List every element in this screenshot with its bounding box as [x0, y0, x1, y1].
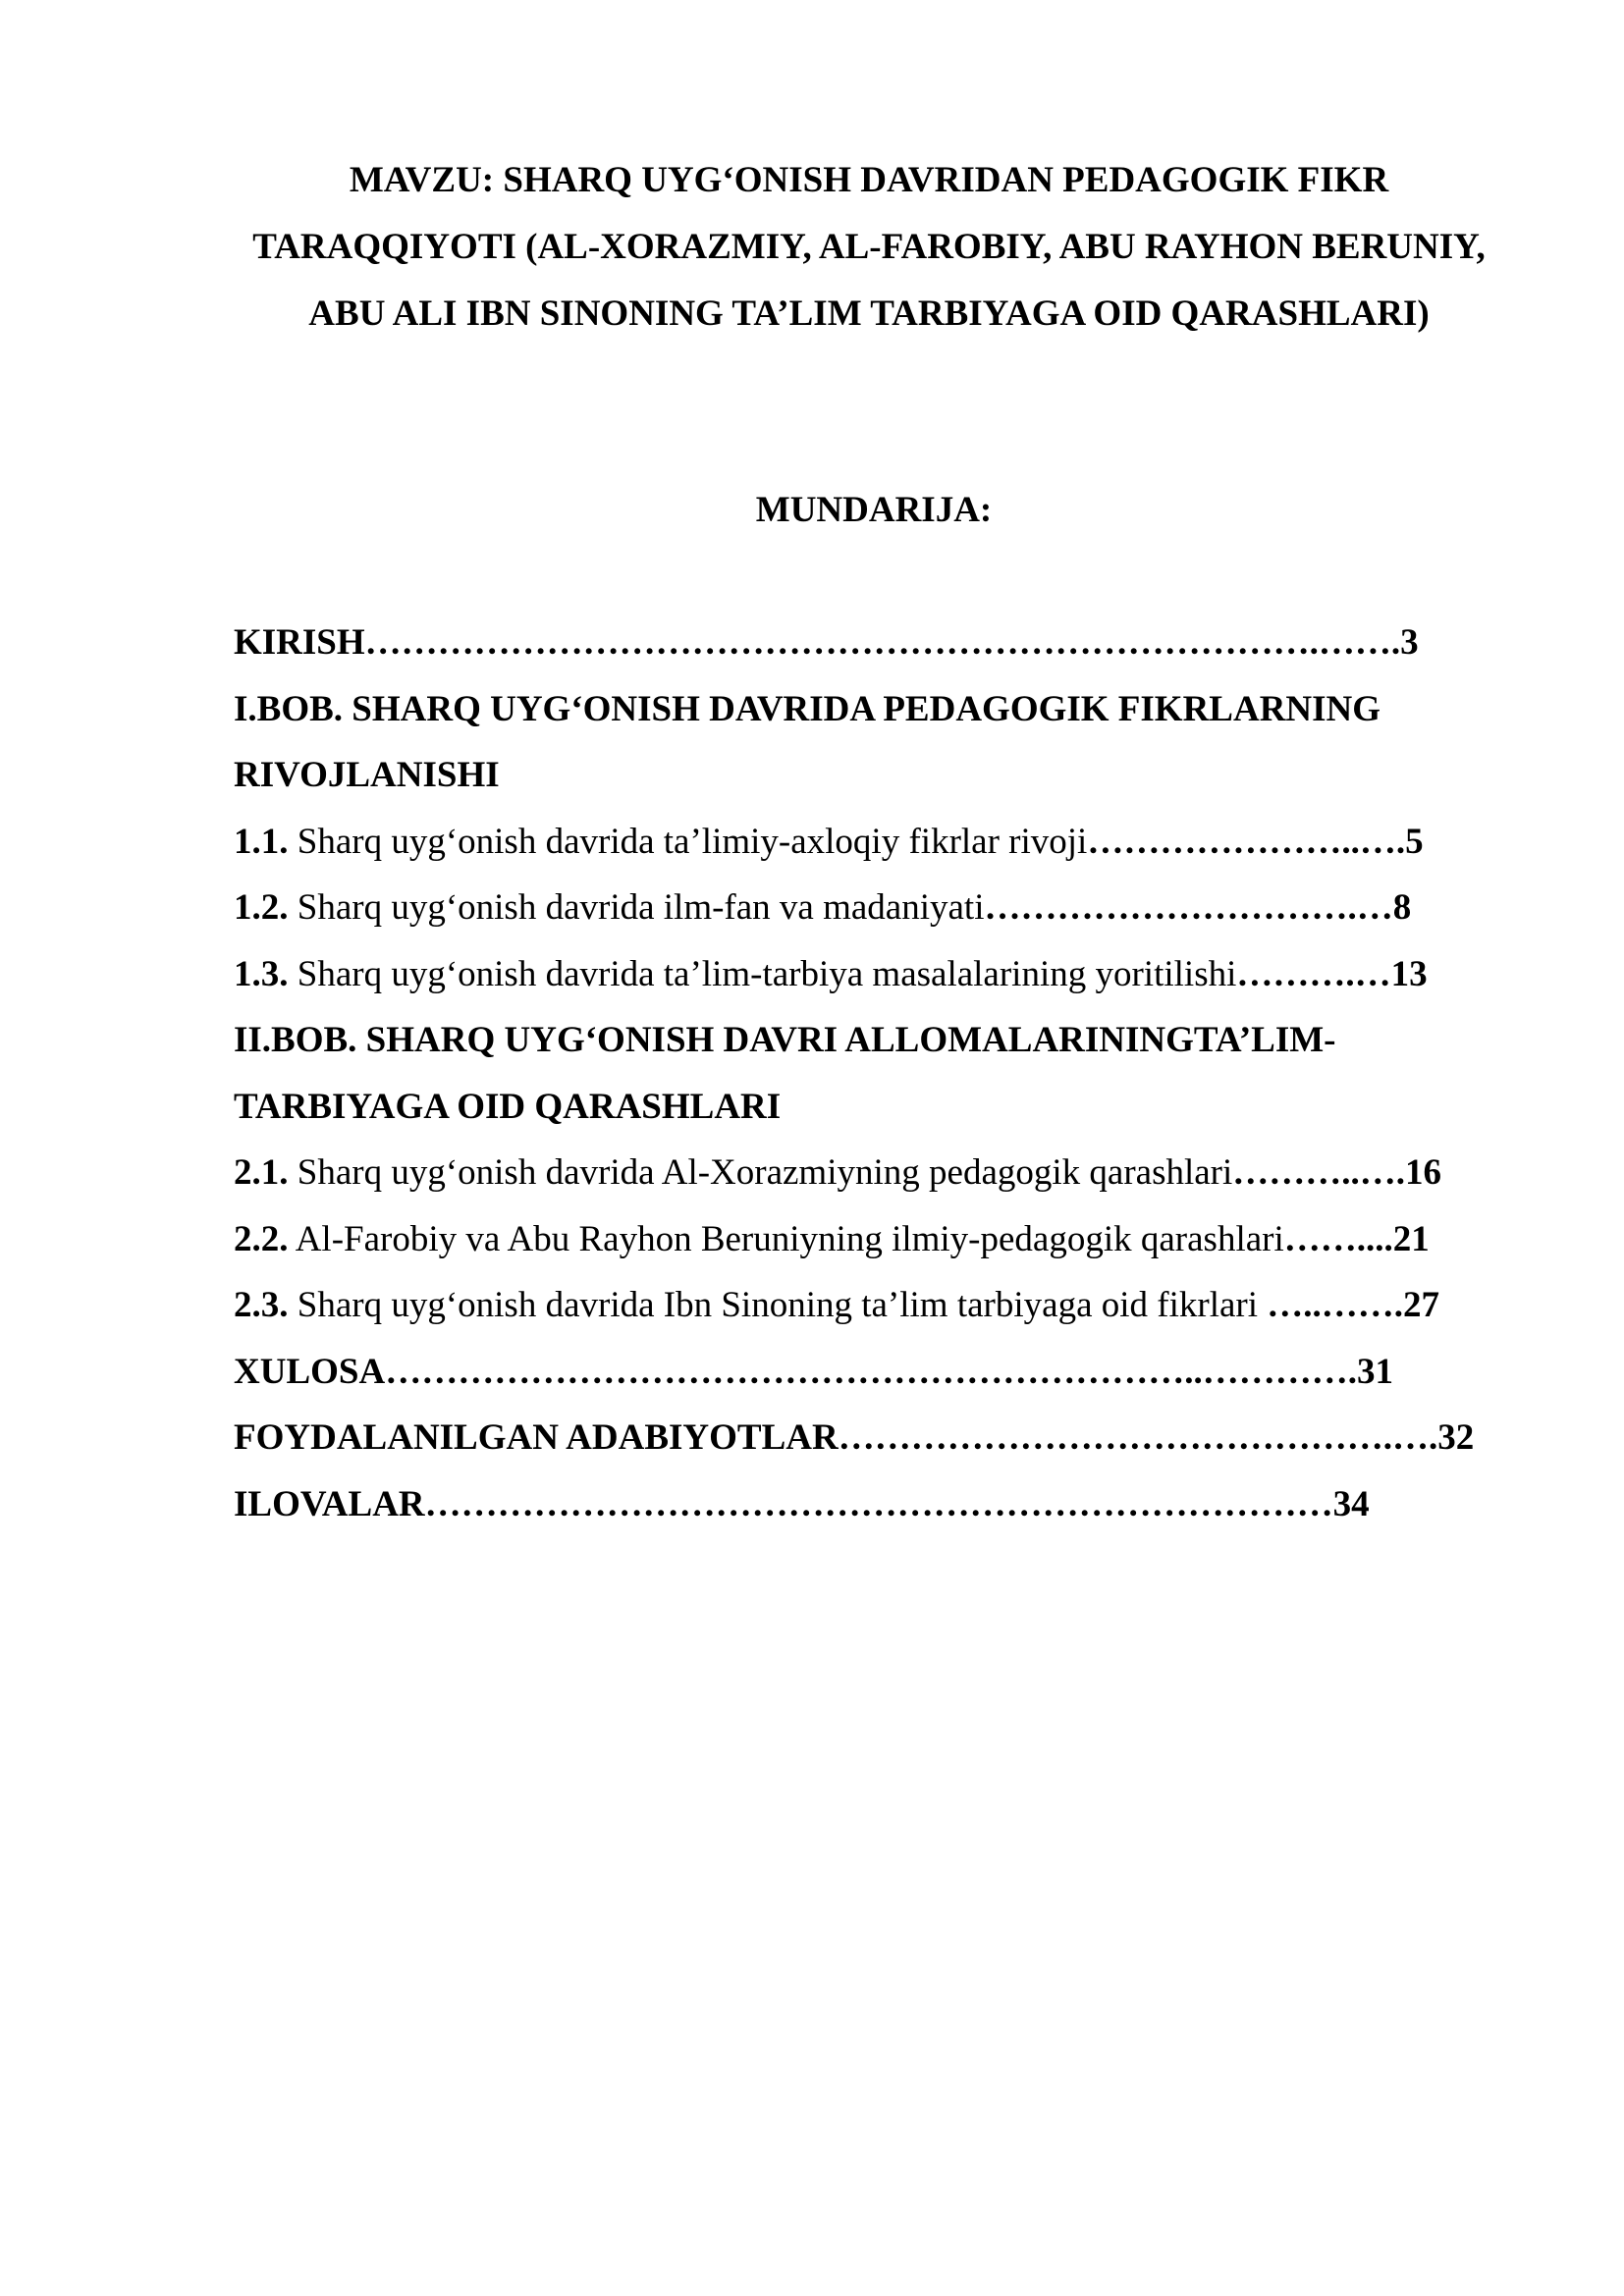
toc-page-number: .32 — [1428, 1417, 1475, 1458]
table-of-contents — [234, 610, 1530, 1537]
toc-section-title: Sharq uyg‘onish davrida Al-Xorazmiyning pedagogik qarashlari — [288, 1152, 1233, 1193]
toc-section-number: 2.1. — [234, 1152, 289, 1193]
toc-leader-dots: ……………………………………….… — [838, 1417, 1429, 1458]
toc-page-number: 21 — [1392, 1218, 1430, 1259]
toc-section-number: 2.3. — [234, 1285, 289, 1325]
toc-section-number: 2.2. — [234, 1218, 289, 1259]
toc-page-number: .3 — [1390, 622, 1419, 663]
toc-entry-ilovalar — [234, 1471, 1530, 1538]
toc-leader-dots: …..…… — [1267, 1285, 1394, 1325]
toc-leader-dots: …………………..… — [1087, 821, 1396, 862]
toc-page-number: .27 — [1393, 1285, 1439, 1325]
toc-entry-label: ILOVALAR — [234, 1483, 425, 1524]
toc-entry-label: FOYDALANILGAN ADABIYOTLAR — [234, 1417, 839, 1458]
toc-section-title: Sharq uyg‘onish davrida ta’lim-tarbiya masalalarining yoritilishi — [288, 953, 1237, 994]
toc-page-number: 13 — [1390, 953, 1428, 994]
toc-entry-adabiyotlar — [234, 1405, 1530, 1471]
toc-section-title: Al-Farobiy va Abu Rayhon Beruniyning ilmiy-pedagogik qarashlari — [288, 1218, 1284, 1259]
toc-entry-2-1 — [234, 1140, 1530, 1206]
toc-page-number: .16 — [1395, 1152, 1442, 1193]
toc-entry-2-3 — [234, 1272, 1530, 1339]
toc-entry-label: KIRISH — [234, 622, 365, 663]
toc-page-number: 8 — [1392, 887, 1412, 928]
toc-section-number: 1.1. — [234, 821, 289, 862]
toc-entry-1-3 — [234, 941, 1530, 1008]
toc-section-title: Sharq uyg‘onish davrida ilm-fan va madaniyati — [288, 887, 985, 928]
toc-leader-dots: ………………………………………………………………… — [424, 1483, 1333, 1524]
toc-page-number: 31 — [1356, 1351, 1393, 1392]
toc-leader-dots: …….... — [1283, 1218, 1393, 1259]
toc-leader-dots: ………..… — [1232, 1152, 1396, 1193]
toc-page-number: 34 — [1332, 1483, 1370, 1524]
toc-section-number: 1.2. — [234, 887, 289, 928]
toc-entry-1-1 — [234, 809, 1530, 876]
toc-leader-dots: …………………………………………………………..…………. — [385, 1351, 1357, 1392]
table-of-contents-heading: MUNDARIJA: — [755, 490, 993, 530]
toc-leader-dots: ……….… — [1236, 953, 1391, 994]
toc-leader-dots: …………………………………………………………………….…… — [364, 622, 1391, 663]
toc-entry-label: XULOSA — [234, 1351, 386, 1392]
toc-entry-2-2 — [234, 1206, 1530, 1273]
toc-section-title: Sharq uyg‘onish davrida Ibn Sinoning ta’lim tarbiyaga oid fikrlari — [288, 1285, 1268, 1325]
toc-chapter-1: I.BOB. SHARQ UYG‘ONISH DAVRIDA PEDAGOGIK FIKRLARNING RIVOJLANISHI — [234, 688, 1381, 795]
toc-leader-dots: ………………………….… — [984, 887, 1393, 928]
toc-entry-1-2 — [234, 875, 1530, 941]
document-topic-title: MAVZU: SHARQ UYG‘ONISH DAVRIDAN PEDAGOGIK FIKR TARAQQIYOTI (AL-XORAZMIY, AL-FAROBIY, ABU RAYHON BERUNIY, ABU ALI IBN SINONING TA’LIM TARBIYAGA OID QARASHLARI) — [252, 160, 1486, 334]
toc-entry-xulosa — [234, 1339, 1530, 1406]
toc-entry-kirish — [234, 610, 1530, 676]
toc-section-number: 1.3. — [234, 953, 289, 994]
toc-chapter-2: II.BOB. SHARQ UYG‘ONISH DAVRI ALLOMALARININGTA’LIM-TARBIYAGA OID QARASHLARI — [234, 1020, 1336, 1127]
toc-page-number: .5 — [1395, 821, 1424, 862]
toc-section-title: Sharq uyg‘onish davrida ta’limiy-axloqiy fikrlar rivoji — [288, 821, 1088, 862]
